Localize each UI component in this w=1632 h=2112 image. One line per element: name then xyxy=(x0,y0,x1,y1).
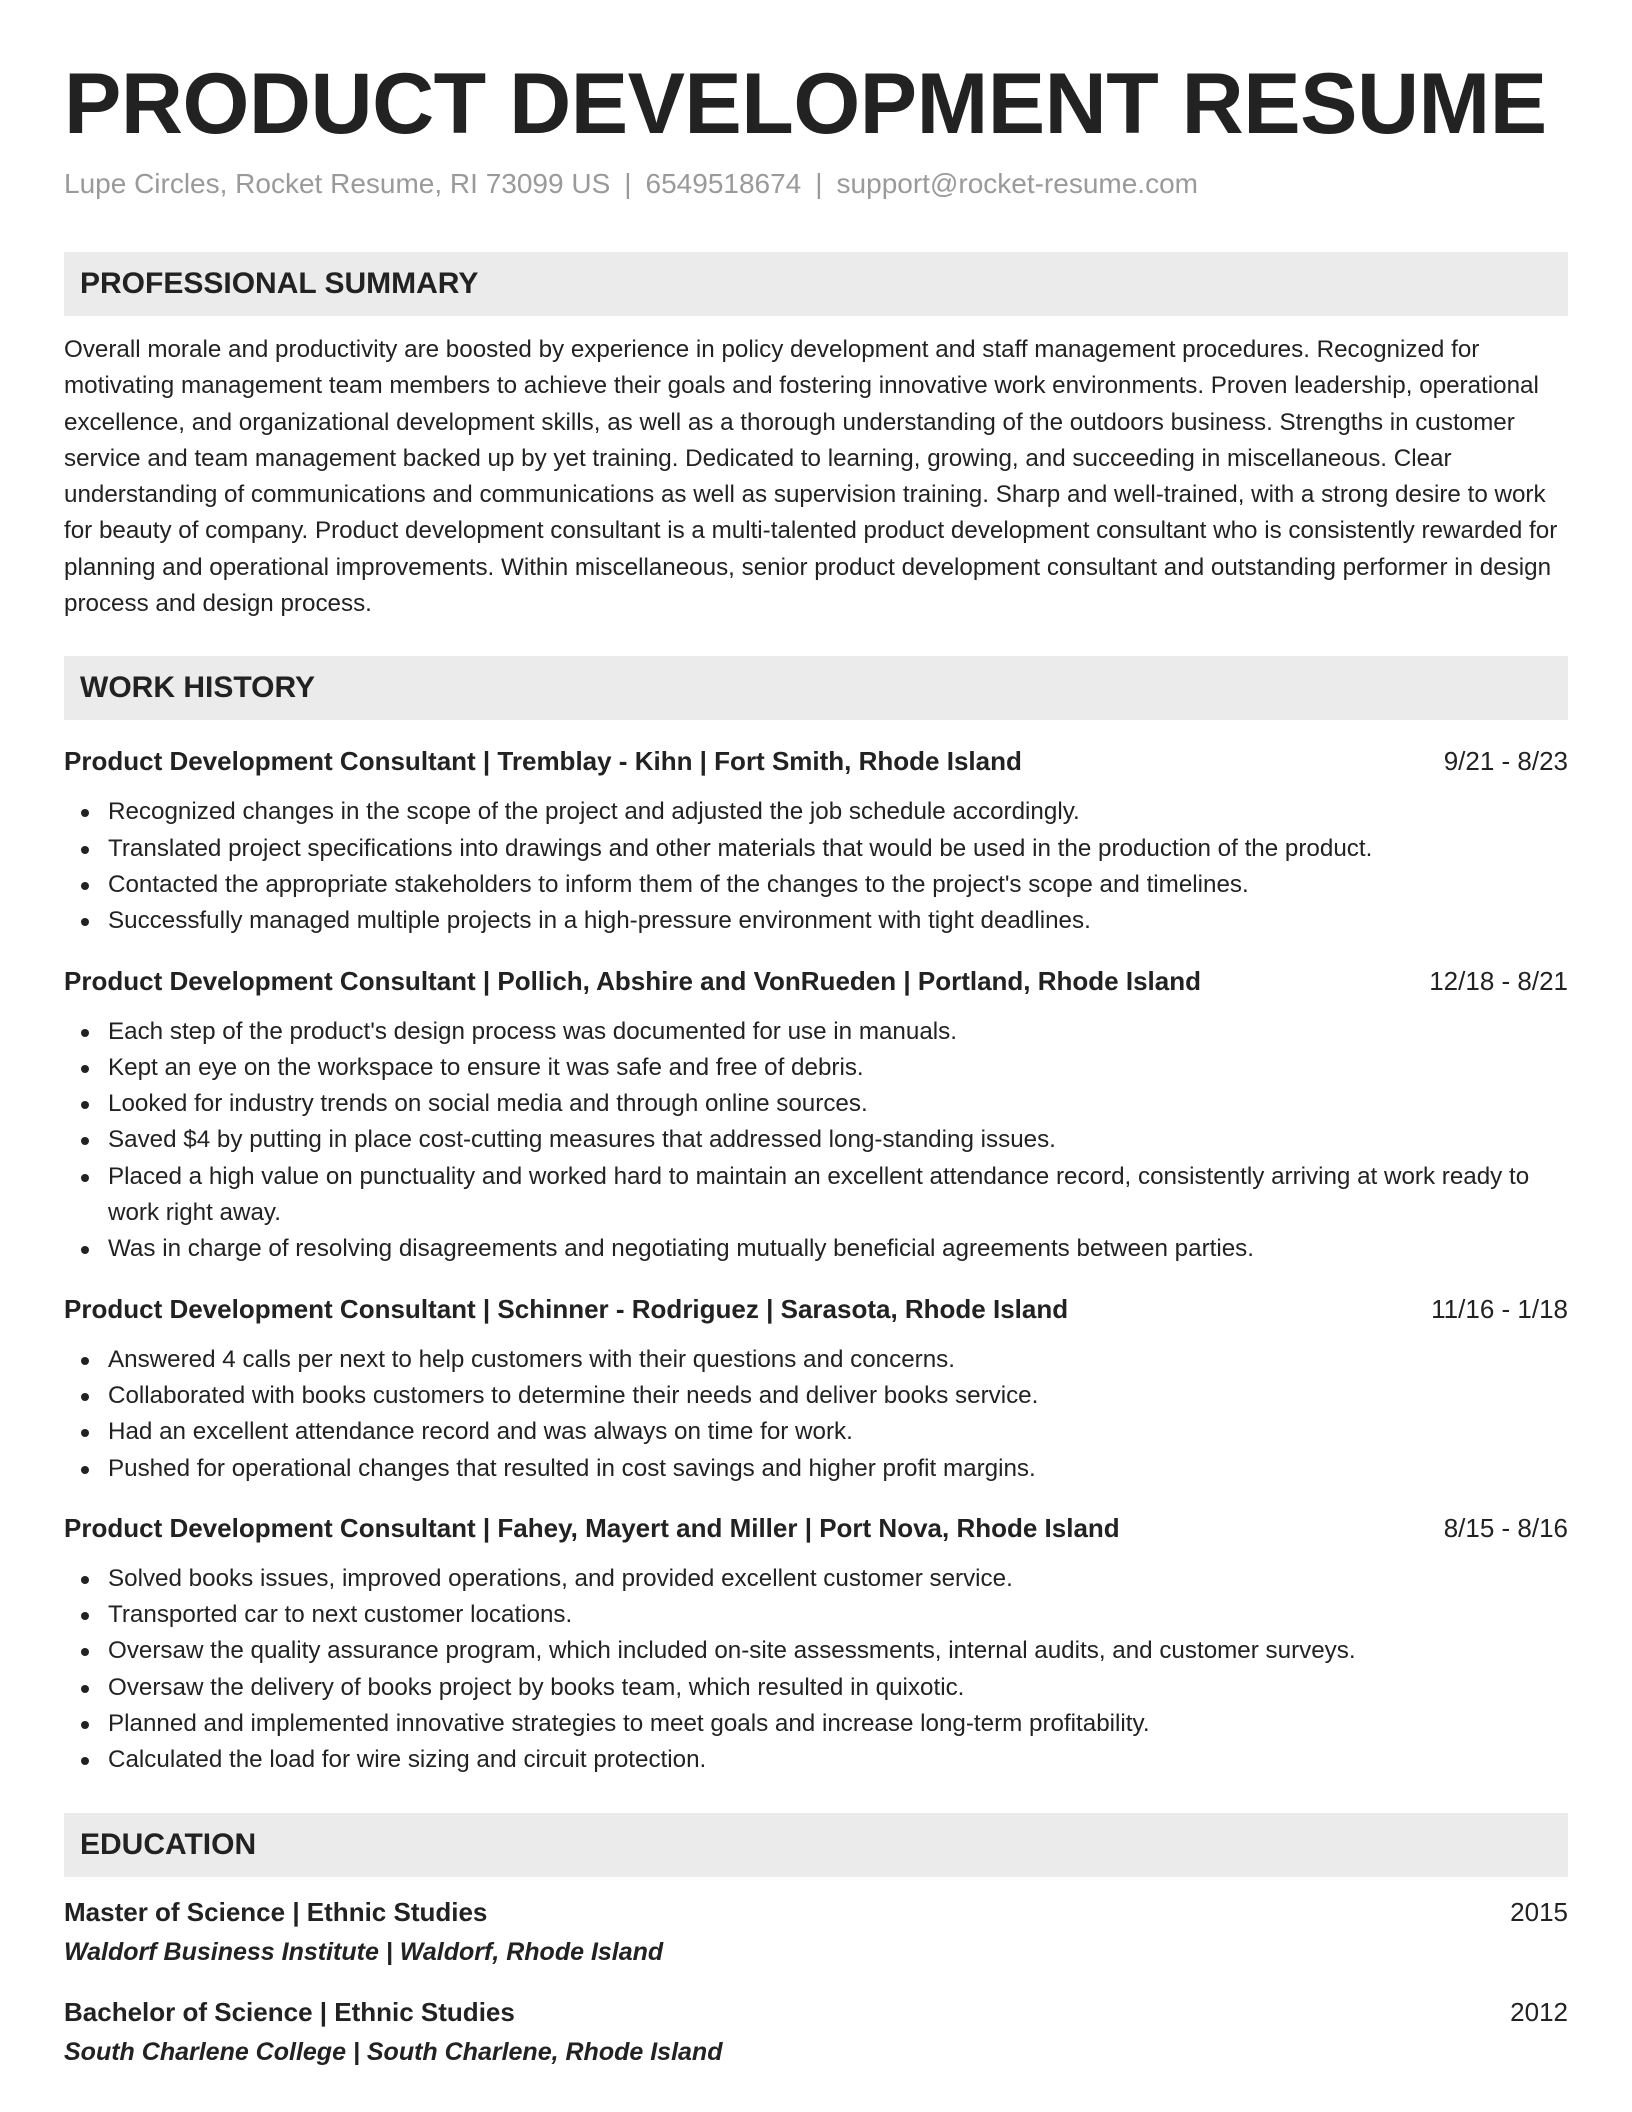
job-bullet: Translated project specifications into drawings and other materials that would be used in the production of the product. xyxy=(64,831,1568,867)
job-bullet: Calculated the load for wire sizing and circuit protection. xyxy=(64,1742,1568,1778)
job-title: Product Development Consultant | Tremblay - Kihn | Fort Smith, Rhode Island xyxy=(64,746,1022,777)
contact-separator: | xyxy=(815,168,823,199)
job-bullet: Kept an eye on the workspace to ensure it was safe and free of debris. xyxy=(64,1050,1568,1086)
education-year: 2012 xyxy=(1510,1996,1568,2027)
job-bullet: Successfully managed multiple projects in a high-pressure environment with tight deadlines. xyxy=(64,903,1568,939)
contact-address: Lupe Circles, Rocket Resume, RI 73099 US xyxy=(64,168,611,199)
job-bullet: Oversaw the quality assurance program, which included on-site assessments, internal audits, and customer surveys. xyxy=(64,1633,1568,1669)
job-bullet: Looked for industry trends on social media and through online sources. xyxy=(64,1086,1568,1122)
job-heading xyxy=(64,1511,1568,1545)
resume-title: PRODUCT DEVELOPMENT RESUME xyxy=(64,56,1547,152)
education-school: Waldorf Business Institute | Waldorf, Rhode Island xyxy=(64,1937,664,1966)
job-title: Product Development Consultant | Schinner - Rodriguez | Sarasota, Rhode Island xyxy=(64,1293,1069,1324)
job-bullet: Contacted the appropriate stakeholders to inform them of the changes to the project's scope and timelines. xyxy=(64,867,1568,903)
job-bullet: Planned and implemented innovative strategies to meet goals and increase long-term profitability. xyxy=(64,1706,1568,1742)
job-bullets xyxy=(64,794,1568,939)
education-entry xyxy=(64,1895,1568,1969)
job-bullets xyxy=(64,1342,1568,1487)
contact-email: support@rocket-resume.com xyxy=(836,168,1198,199)
job-bullet: Pushed for operational changes that resulted in cost savings and higher profit margins. xyxy=(64,1451,1568,1487)
job-heading xyxy=(64,1292,1568,1326)
job-bullet: Collaborated with books customers to determine their needs and deliver books service. xyxy=(64,1378,1568,1414)
education-heading xyxy=(64,1895,1568,1929)
job-bullet: Transported car to next customer locations. xyxy=(64,1597,1568,1633)
job-dates: 12/18 - 8/21 xyxy=(1429,965,1568,996)
job-dates: 9/21 - 8/23 xyxy=(1443,746,1568,777)
job-bullet: Recognized changes in the scope of the project and adjusted the job schedule accordingly. xyxy=(64,794,1568,830)
job-dates: 11/16 - 1/18 xyxy=(1431,1293,1568,1324)
job-title: Product Development Consultant | Pollich, Abshire and VonRueden | Portland, Rhode Island xyxy=(64,965,1201,996)
section-header-education: EDUCATION xyxy=(64,1813,1568,1877)
summary-text: Overall morale and productivity are boosted by experience in policy development and staff management procedures. Recognized for motivating management team members to achieve their goals and fostering innovative work environments. Proven leadership, operational excellence, and organizational development skills, as well as a thorough understanding of the outdoors business. Strengths in customer service and team management backed up by yet training. Dedicated to learning, growing, and succeeding in miscellaneous. Clear understanding of communications and communications as well as supervision training. Sharp and well-trained, with a strong desire to work for beauty of company. Product development consultant is a multi-talented product development consultant who is consistently rewarded for planning and operational improvements. Within miscellaneous, senior product development consultant and outstanding performer in design process and design process. xyxy=(64,336,1558,618)
job-bullet: Saved $4 by putting in place cost-cutting measures that addressed long-standing issues. xyxy=(64,1122,1568,1158)
contact-phone: 6549518674 xyxy=(645,168,802,199)
job-heading xyxy=(64,964,1568,998)
education-year: 2015 xyxy=(1510,1896,1568,1927)
job-bullet: Each step of the product's design process was documented for use in manuals. xyxy=(64,1014,1568,1050)
job-entry xyxy=(64,964,1568,1268)
job-bullet: Answered 4 calls per next to help customers with their questions and concerns. xyxy=(64,1342,1568,1378)
section-header-work-history: WORK HISTORY xyxy=(64,656,1568,720)
job-dates: 8/15 - 8/16 xyxy=(1443,1512,1568,1543)
job-title: Product Development Consultant | Fahey, Mayert and Miller | Port Nova, Rhode Island xyxy=(64,1512,1120,1543)
contact-separator: | xyxy=(624,168,632,199)
education-school: South Charlene College | South Charlene, Rhode Island xyxy=(64,2037,723,2066)
job-bullets xyxy=(64,1561,1568,1779)
job-heading xyxy=(64,744,1568,778)
job-entry xyxy=(64,1511,1568,1779)
contact-line xyxy=(64,166,1568,202)
education-degree: Bachelor of Science | Ethnic Studies xyxy=(64,1996,515,2027)
education-degree: Master of Science | Ethnic Studies xyxy=(64,1896,488,1927)
education-entry xyxy=(64,1995,1568,2069)
job-entry xyxy=(64,744,1568,939)
job-bullet: Had an excellent attendance record and was always on time for work. xyxy=(64,1414,1568,1450)
job-entry xyxy=(64,1292,1568,1487)
job-bullet: Placed a high value on punctuality and worked hard to maintain an excellent attendance record, consistently arriving at work ready to work right away. xyxy=(64,1159,1568,1232)
job-bullets xyxy=(64,1014,1568,1268)
job-bullet: Oversaw the delivery of books project by books team, which resulted in quixotic. xyxy=(64,1670,1568,1706)
job-bullet: Was in charge of resolving disagreements and negotiating mutually beneficial agreements between parties. xyxy=(64,1231,1568,1267)
section-header-summary: PROFESSIONAL SUMMARY xyxy=(64,252,1568,316)
job-bullet: Solved books issues, improved operations, and provided excellent customer service. xyxy=(64,1561,1568,1597)
education-heading xyxy=(64,1995,1568,2029)
